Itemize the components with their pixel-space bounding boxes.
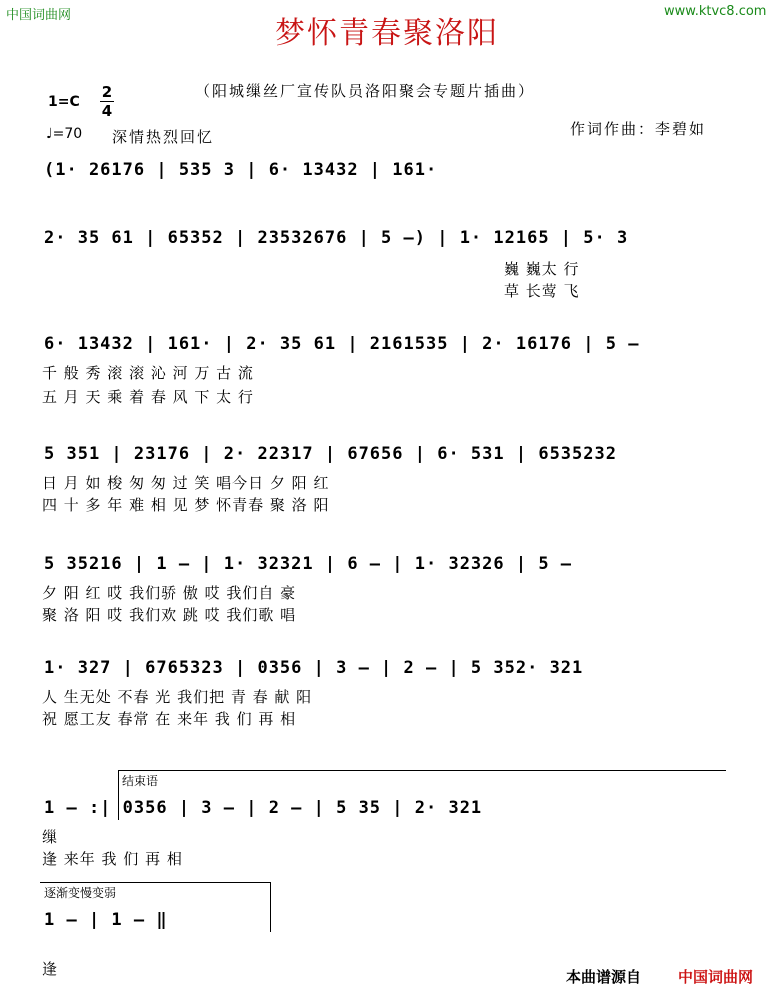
staff-notes: 5 351 | 23176 | 2· 22317 | 67656 | 6· 531 | 6535232 bbox=[44, 444, 617, 464]
staff-6 bbox=[40, 658, 730, 688]
staff-5 bbox=[40, 554, 730, 584]
lyric-line: 日 月 如 梭 匆 匆 过 笑 唱今日 夕 阳 红 bbox=[42, 474, 330, 492]
lyric-line: 祝 愿工友 春常 在 来年 我 们 再 相 bbox=[42, 710, 297, 728]
footer-site-link[interactable]: 中国词曲网 bbox=[678, 968, 754, 986]
staff-7 bbox=[40, 798, 730, 828]
time-sig-bottom: 4 bbox=[101, 102, 113, 120]
staff-notes: 6· 13432 | 161· | 2· 35 61 | 2161535 | 2· 16176 | 5 — bbox=[44, 334, 640, 354]
lyric-line: 逢 来年 我 们 再 相 bbox=[42, 850, 183, 868]
coda-bracket bbox=[118, 770, 726, 771]
ending-label: 逐渐变慢变弱 bbox=[44, 886, 117, 900]
lyric-line: 五 月 天 乘 着 春 风 下 太 行 bbox=[42, 388, 254, 406]
ending-bracket bbox=[40, 882, 270, 883]
lyric-line: 逢 bbox=[42, 960, 59, 978]
watermark-right: www.ktvc8.com bbox=[664, 4, 767, 19]
staff-notes: 2· 35 61 | 65352 | 23532676 | 5 —) | 1· 12165 | 5· 3 bbox=[44, 228, 629, 248]
coda-label: 结束语 bbox=[122, 774, 159, 788]
song-subtitle: （阳城缫丝厂宣传队员洛阳聚会专题片插曲） bbox=[195, 82, 536, 100]
watermark-left: 中国词曲网 bbox=[6, 8, 72, 23]
lyric-line: 千 般 秀 滚 滚 沁 河 万 古 流 bbox=[42, 364, 254, 382]
staff-notes: 1 — :| 0356 | 3 — | 2 — | 5 35 | 2· 321 bbox=[44, 798, 483, 818]
staff-3 bbox=[40, 334, 730, 364]
time-signature bbox=[100, 84, 114, 119]
mood-mark: 深情热烈回忆 bbox=[112, 128, 215, 146]
staff-notes: 1 — | 1 — ‖ bbox=[44, 910, 168, 930]
composer-credit: 作词作曲：李碧如 bbox=[570, 120, 707, 138]
staff-8 bbox=[40, 910, 730, 940]
lyric-line: 四 十 多 年 难 相 见 梦 怀青春 聚 洛 阳 bbox=[42, 496, 330, 514]
staff-notes: 5 35216 | 1 — | 1· 32321 | 6 — | 1· 32326 | 5 — bbox=[44, 554, 573, 574]
lyric-line: 缫 bbox=[42, 828, 59, 846]
staff-4 bbox=[40, 444, 730, 474]
song-title: 梦怀青春聚洛阳 bbox=[275, 16, 499, 51]
lyric-line: 人 生无处 不春 光 我们把 青 春 献 阳 bbox=[42, 688, 313, 706]
key-signature: 1=C bbox=[48, 94, 80, 110]
staff-notes: 1· 327 | 6765323 | 0356 | 3 — | 2 — | 5 352· 321 bbox=[44, 658, 584, 678]
tempo-mark: ♩=70 bbox=[46, 126, 83, 142]
staff-notes: (1· 26176 | 535 3 | 6· 13432 | 161· bbox=[44, 160, 438, 180]
lyric-line: 夕 阳 红 哎 我们骄 傲 哎 我们自 豪 bbox=[42, 584, 297, 602]
staff-1 bbox=[40, 160, 730, 190]
time-sig-top: 2 bbox=[101, 83, 113, 101]
lyric-line: 草 长莺 飞 bbox=[504, 282, 580, 300]
footer-source: 本曲谱源自 bbox=[566, 968, 642, 986]
lyric-line: 巍 巍太 行 bbox=[504, 260, 580, 278]
staff-2 bbox=[40, 228, 730, 258]
lyric-line: 聚 洛 阳 哎 我们欢 跳 哎 我们歌 唱 bbox=[42, 606, 297, 624]
